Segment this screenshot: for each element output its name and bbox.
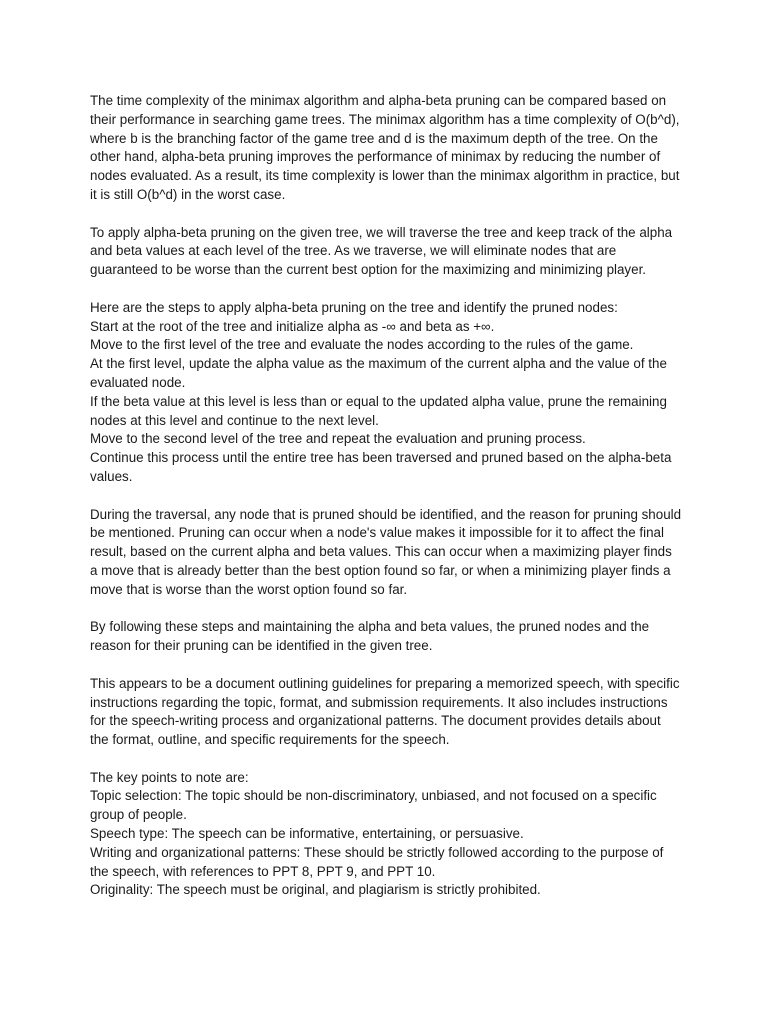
key-point-item: Writing and organizational patterns: These should be strictly followed according to the purpose of the speech, with references to PPT 8, PPT 9, and PPT 10. xyxy=(90,844,664,879)
paragraph-apply-pruning xyxy=(90,224,682,280)
paragraph-conclusion xyxy=(90,618,682,656)
step-item: Start at the root of the tree and initialize alpha as -∞ and beta as +∞. xyxy=(90,318,495,334)
key-point-item: Originality: The speech must be original, and plagiarism is strictly prohibited. xyxy=(90,882,541,898)
step-item: Continue this process until the entire tree has been traversed and pruned based on the alpha-beta values. xyxy=(90,450,672,484)
paragraph-steps xyxy=(90,299,682,487)
paragraph-text: To apply alpha-beta pruning on the given tree, we will traverse the tree and keep track of the alpha and beta values at each level of the tree. As we traverse, we will eliminate nodes that are guaranteed to be worse than the current best option for the maximizing and minimizing player. xyxy=(90,224,673,278)
step-item: If the beta value at this level is less than or equal to the updated alpha value, prune the remaining nodes at this level and continue to the next level. xyxy=(90,393,667,428)
paragraph-speech-guidelines xyxy=(90,675,682,750)
key-point-item: Topic selection: The topic should be non-discriminatory, unbiased, and not focused on a specific group of people. xyxy=(90,788,657,823)
paragraph-traversal xyxy=(90,506,682,600)
paragraph-text: By following these steps and maintaining the alpha and beta values, the pruned nodes and the reason for their pruning can be identified in the given tree. xyxy=(90,619,650,654)
step-item: Move to the first level of the tree and evaluate the nodes according to the rules of the game. xyxy=(90,337,634,353)
step-item: At the first level, update the alpha value as the maximum of the current alpha and the value of the evaluated node. xyxy=(90,356,667,390)
paragraph-key-points xyxy=(90,769,682,901)
paragraph-text: This appears to be a document outlining guidelines for preparing a memorized speech, with specific instructions regarding the topic, format, and submission requirements. It also includes instructions for the speech-writing process and organizational patterns. The document provides details about the format, outline, and specific requirements for the speech. xyxy=(90,675,680,748)
paragraph-text: During the traversal, any node that is pruned should be identified, and the reason for pruning should be mentioned. Pruning can occur when a node's value makes it impossible for it to affect the final result, based on the current alpha and beta values. This can occur when a maximizing player finds a move that is already better than the best option found so far, or when a minimizing player finds a move that is worse than the worst option found so far. xyxy=(90,506,682,597)
document-page xyxy=(90,92,682,919)
key-points-intro: The key points to note are: xyxy=(90,769,249,785)
step-item: Move to the second level of the tree and repeat the evaluation and pruning process. xyxy=(90,431,586,447)
paragraph-time-complexity xyxy=(90,92,682,205)
key-point-item: Speech type: The speech can be informative, entertaining, or persuasive. xyxy=(90,826,524,842)
steps-intro: Here are the steps to apply alpha-beta pruning on the tree and identify the pruned nodes: xyxy=(90,299,618,315)
paragraph-text: The time complexity of the minimax algorithm and alpha-beta pruning can be compared based on their performance in searching game trees. The minimax algorithm has a time complexity of O(b^d), where b is the branching factor of the game tree and d is the maximum depth of the tree. On the other hand, alpha-beta pruning improves the performance of minimax by reducing the number of nodes evaluated. As a result, its time complexity is lower than the minimax algorithm in practice, but it is still O(b^d) in the worst case. xyxy=(90,93,680,202)
